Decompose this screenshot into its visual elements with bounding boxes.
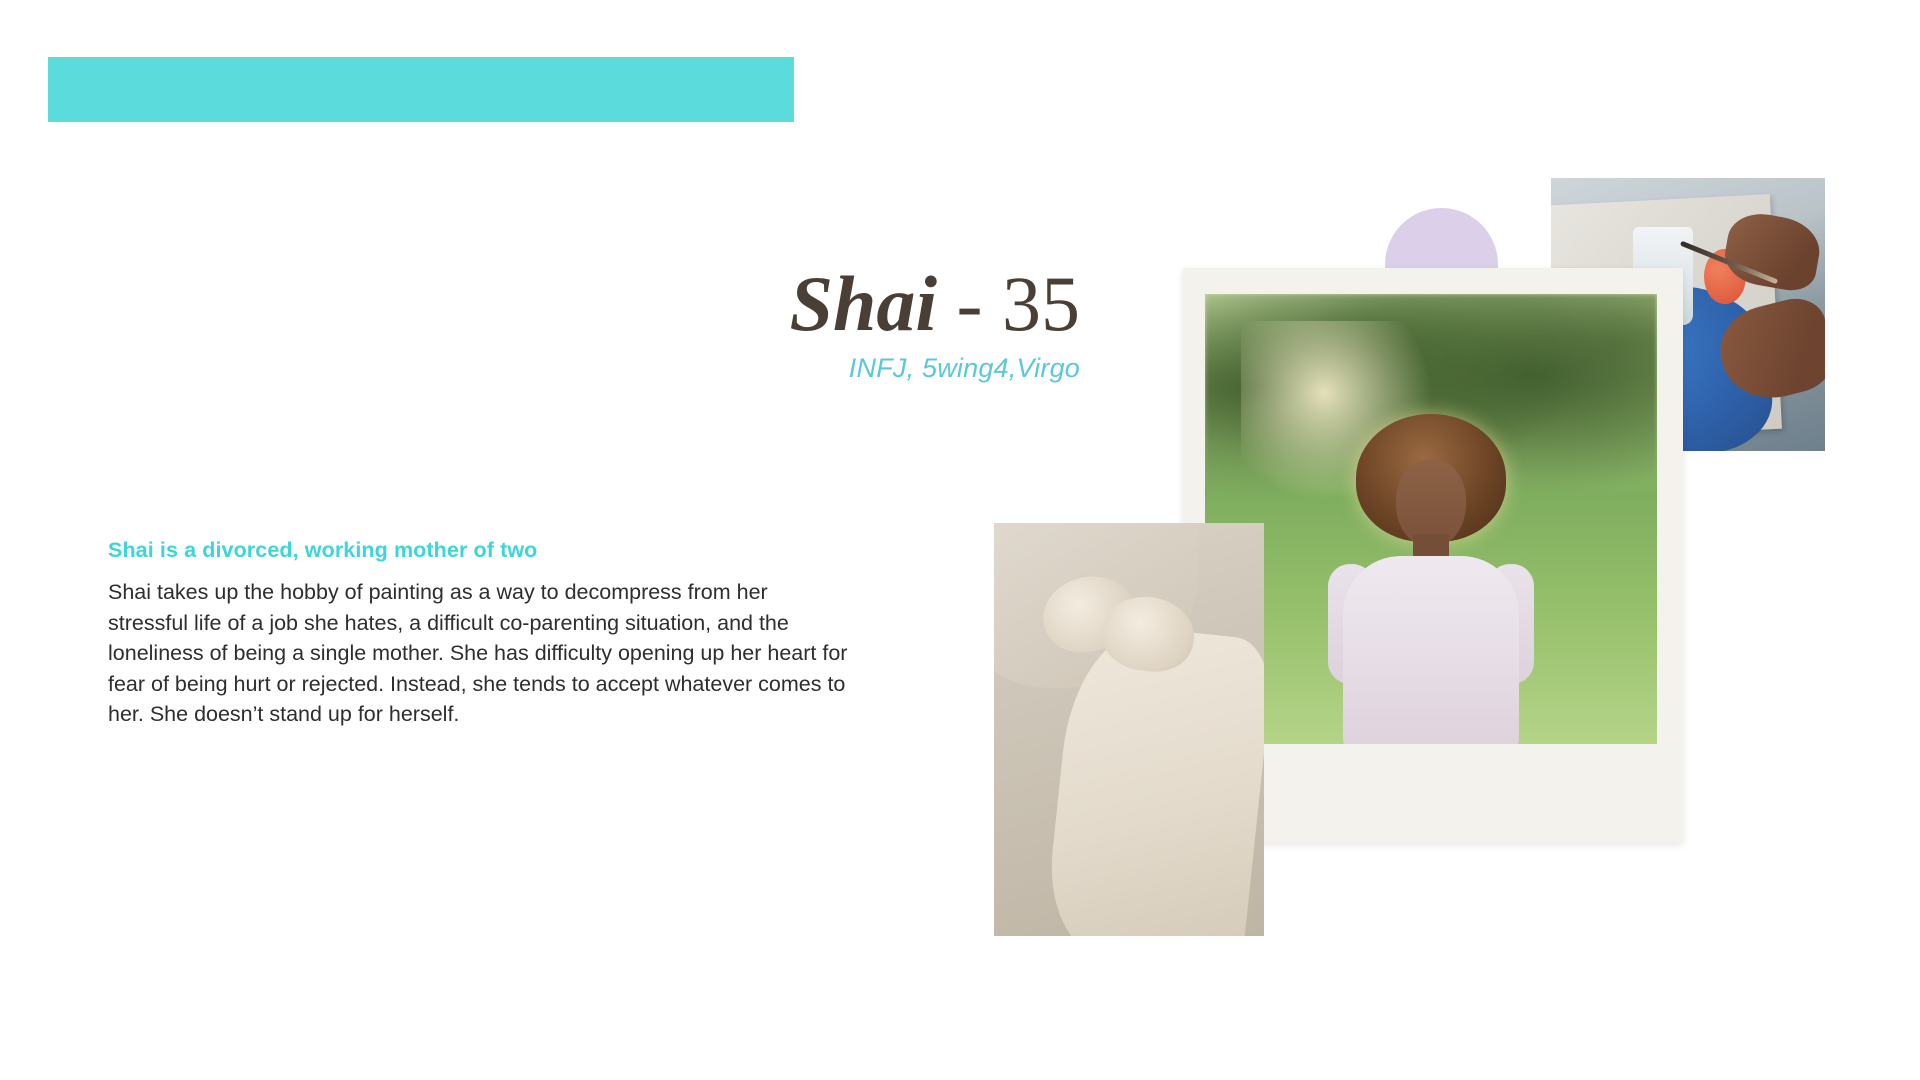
top-accent-bar xyxy=(48,57,794,122)
persona-age: 35 xyxy=(1002,260,1080,347)
persona-name: Shai xyxy=(789,260,938,347)
persona-description-block xyxy=(108,538,853,730)
persona-summary-paragraph: Shai takes up the hobby of painting as a way to decompress from her stressful life of a job she hates, a difficult co-parenting situation, and the loneliness of being a single mother. She has difficulty opening up her heart for fear of being hurt or rejected. Instead, she tends to accept whatever comes to her. She doesn’t stand up for herself. xyxy=(108,580,848,727)
persona-summary-heading: Shai is a divorced, working mother of two xyxy=(108,538,538,562)
portrait-photo xyxy=(1205,294,1657,744)
page-title xyxy=(520,260,1080,347)
portrait-shirt xyxy=(1343,556,1519,744)
persona-subtitle: INFJ, 5wing4,Virgo xyxy=(848,353,1080,383)
portrait-subject xyxy=(1326,414,1536,744)
persona-title-block xyxy=(520,260,1080,384)
lounging-feet-photo xyxy=(994,523,1264,936)
persona-title-separator: - xyxy=(937,260,1002,347)
